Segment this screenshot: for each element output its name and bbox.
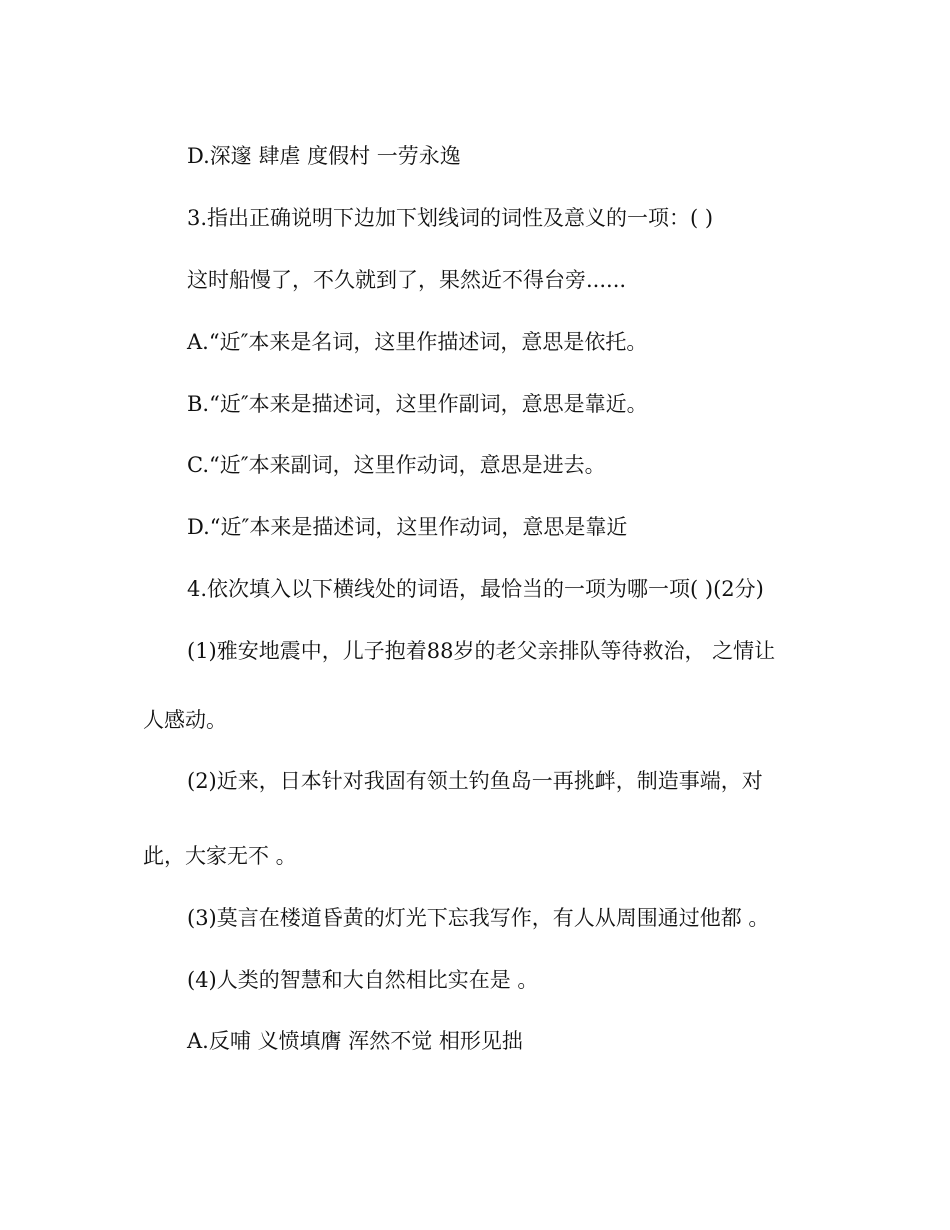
q4-option-a: A.反哺 义愤填膺 浑然不觉 相形见拙 bbox=[187, 1029, 523, 1053]
q3-option-b: B.“近″本来是描述词，这里作副词，意思是靠近。 bbox=[187, 392, 648, 416]
q4-item-1-line-2: 人感动。 bbox=[143, 708, 227, 732]
question-4-line: 4.依次填入以下横线处的词语，最恰当的一项为哪一项( )(2分) bbox=[187, 577, 764, 601]
option-d-line: D.深邃 肆虐 度假村 一劳永逸 bbox=[187, 144, 461, 168]
q4-item-3-line: (3)莫言在楼道昏黄的灯光下忘我写作，有人从周围通过他都 。 bbox=[187, 906, 770, 930]
q4-item-1-line-1: (1)雅安地震中，儿子抱着88岁的老父亲排队等待救治， 之情让 bbox=[187, 639, 776, 663]
q4-item-4-line: (4)人类的智慧和大自然相比实在是 。 bbox=[187, 968, 539, 992]
question-3-line: 3.指出正确说明下边加下划线词的词性及意义的一项：( ) bbox=[187, 206, 714, 230]
q3-option-d: D.“近″本来是描述词，这里作动词，意思是靠近 bbox=[187, 515, 628, 539]
q3-option-a: A.“近″本来是名词，这里作描述词，意思是依托。 bbox=[187, 330, 648, 354]
q3-option-c: C.“近″本来副词，这里作动词，意思是进去。 bbox=[187, 453, 606, 477]
q4-item-2-line-1: (2)近来，日本针对我固有领土钓鱼岛一再挑衅，制造事端，对 bbox=[187, 769, 763, 793]
question-3-passage: 这时船慢了，不久就到了，果然近不得台旁...... bbox=[187, 268, 627, 292]
q4-item-2-line-2: 此，大家无不 。 bbox=[143, 844, 297, 868]
